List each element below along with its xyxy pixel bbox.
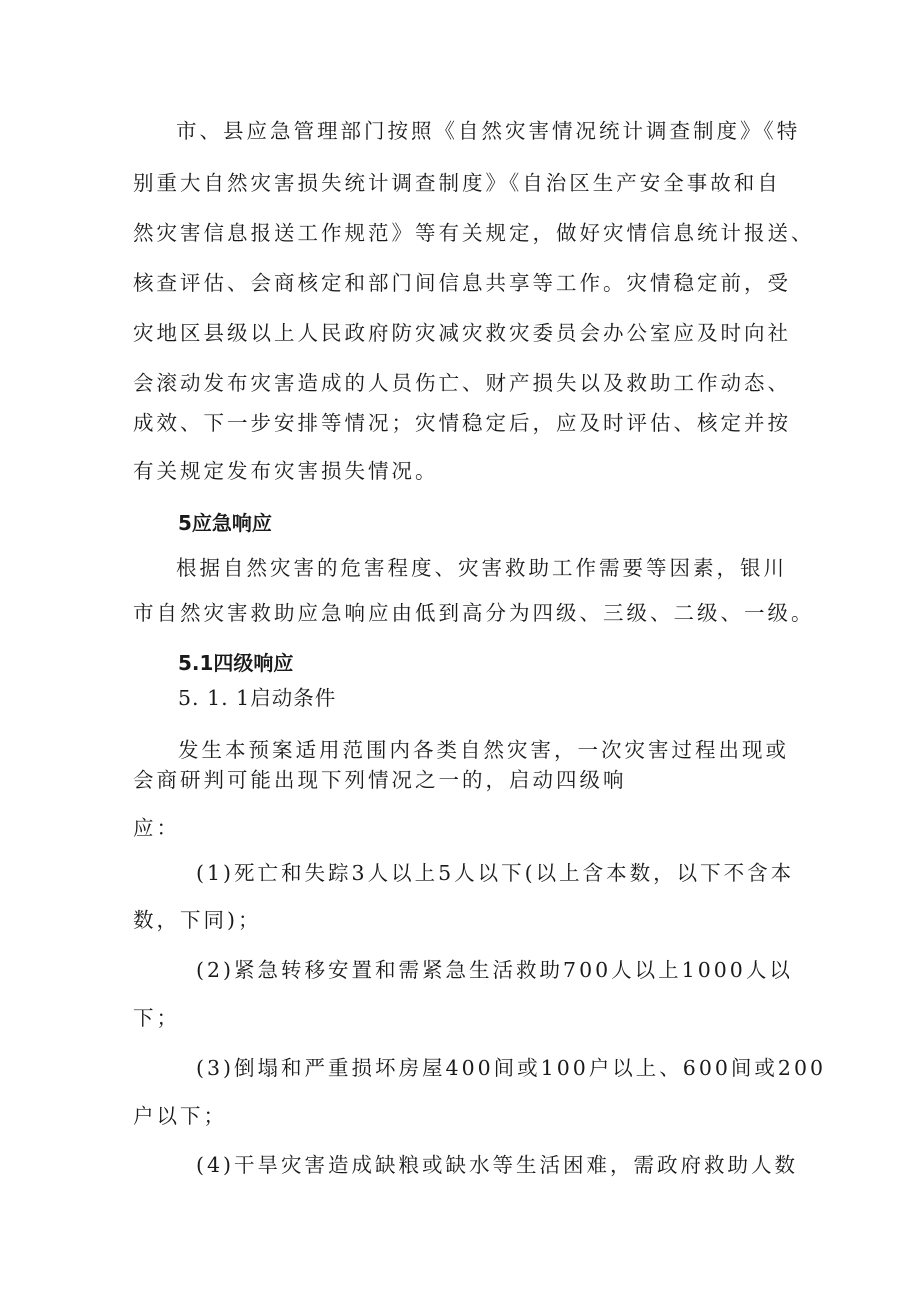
text-line: 发生本预案适用范围内各类自然灾害，一次灾害过程出现或 xyxy=(178,738,789,762)
text-line: 根据自然灾害的危害程度、灾害救助工作需要等因素，银川 xyxy=(176,556,787,580)
text-line: 成效、下一步安排等情况；灾情稳定后，应及时评估、核定并按 xyxy=(133,411,791,435)
subsection-heading: 5. 1. 1启动条件 xyxy=(178,686,337,710)
text-line: 然灾害信息报送工作规范》等有关规定，做好灾情信息统计报送、 xyxy=(133,221,815,245)
text-line: 会商研判可能出现下列情况之一的，启动四级响 xyxy=(133,768,627,792)
section-heading: 5应急响应 xyxy=(178,511,272,535)
text-line: 应： xyxy=(133,816,180,840)
text-line: 核查评估、会商核定和部门间信息共享等工作。灾情稳定前，受 xyxy=(133,271,791,295)
text-line: 户以下； xyxy=(133,1104,227,1128)
section-heading: 5.1四级响应 xyxy=(178,651,294,675)
text-line: 有关规定发布灾害损失情况。 xyxy=(133,459,439,483)
text-line: 数，下同)； xyxy=(133,908,262,932)
text-line: 市自然灾害救助应急响应由低到高分为四级、三级、二级、一级。 xyxy=(133,601,815,625)
text-line: (3)倒塌和严重损坏房屋400间或100户以上、600间或200 xyxy=(196,1056,827,1080)
text-line: 市、县应急管理部门按照《自然灾害情况统计调查制度》《特 xyxy=(176,119,801,143)
text-line: (4)干旱灾害造成缺粮或缺水等生活困难，需政府救助人数 xyxy=(196,1153,799,1177)
text-line: 灾地区县级以上人民政府防灾减灾救灾委员会办公室应及时向社 xyxy=(133,321,791,345)
text-line: (1)死亡和失踪3人以上5人以下(以上含本数，以下不含本 xyxy=(196,861,795,885)
text-line: 下； xyxy=(133,1006,180,1030)
text-line: 别重大自然灾害损失统计调查制度》《自治区生产安全事故和自 xyxy=(133,171,781,195)
text-line: (2)紧急转移安置和需紧急生活救助700人以上1000人以 xyxy=(196,958,793,982)
text-line: 会滚动发布灾害造成的人员伤亡、财产损失以及救助工作动态、 xyxy=(133,371,791,395)
